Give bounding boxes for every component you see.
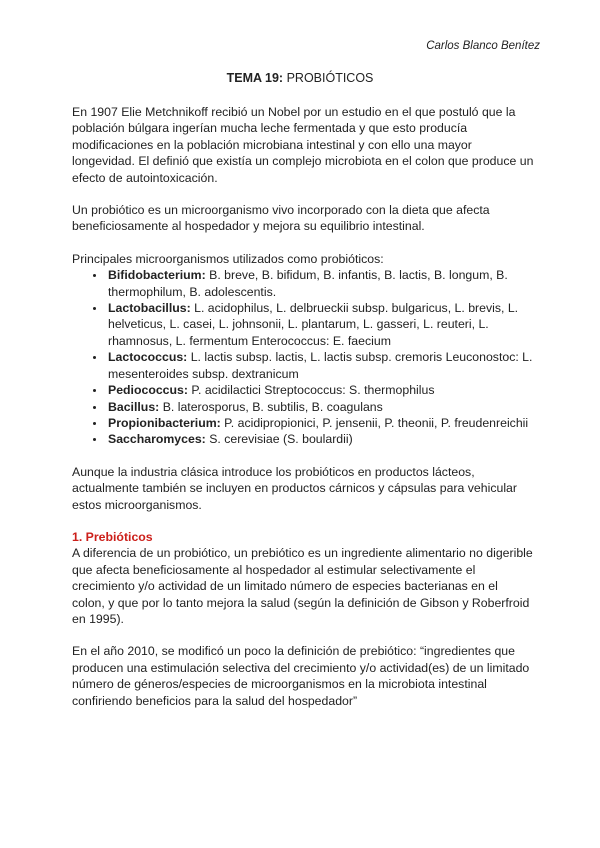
organism-name: Bifidobacterium:	[108, 268, 206, 283]
industry-paragraph: Aunque la industria clásica introduce los probióticos en productos lácteos, actualmente también se incluyen en productos cárnicos y cápsulas para vehicular estos microorganismos.	[72, 464, 517, 512]
list-item	[106, 349, 534, 382]
section-heading: 1. Prebióticos	[72, 529, 153, 544]
list-item	[106, 300, 534, 349]
author-name: Carlos Blanco Benítez	[426, 40, 540, 52]
list-item	[106, 415, 534, 431]
title-text: PROBIÓTICOS	[286, 71, 374, 85]
organism-species: P. acidipropionici, P. jensenii, P. theonii, P. freudenreichii	[224, 415, 529, 430]
intro-paragraph: En 1907 Elie Metchnikoff recibió un Nobel por un estudio en el que postuló que la población búlgara ingerían mucha leche fermentada y que esto producía modificaciones en la población microbiana intestinal y con ello una mayor longevidad. El definió que existía un complejo microbiota en el colon que produce un efecto de autointoxicación.	[72, 105, 534, 185]
organism-species: B. laterosporus, B. subtilis, B. coagulans	[162, 399, 383, 414]
organism-name: Propionibacterium:	[108, 415, 221, 430]
page-title	[0, 70, 600, 86]
organism-list	[72, 267, 534, 447]
list-item	[106, 431, 534, 447]
organism-species: P. acidilactici Streptococcus: S. thermophilus	[191, 383, 435, 398]
definition-paragraph: Un probiótico es un microorganismo vivo incorporado con la dieta que afecta beneficiosamente al hospedador y mejora su equilibrio intestinal.	[72, 203, 490, 234]
organism-name: Lactobacillus:	[108, 301, 191, 316]
prebiotic-definition-paragraph: A diferencia de un probiótico, un prebiótico es un ingrediente alimentario no digerible que afecta beneficiosamente al hospedador al estimular selectivamente el crecimiento y/o actividad de un limitado número de especies bacterianas en el colon, y que por lo tanto mejora la salud (según la definición de Gibson y Roberfroid en 1995).	[72, 546, 533, 626]
organism-name: Bacillus:	[108, 399, 160, 414]
list-item	[106, 399, 534, 415]
organism-species: L. acidophilus, L. delbrueckii subsp. bulgaricus, L. brevis, L. helveticus, L. casei, L. johnsonii, L. plantarum, L. gasseri, L. reuteri, L. rhamnosus, L. fermentum Enterococcus: E. faecium	[108, 301, 519, 348]
list-intro-paragraph: Principales microorganismos utilizados como probióticos:	[72, 251, 384, 266]
list-item	[106, 382, 534, 398]
organism-species: L. lactis subsp. lactis, L. lactis subsp. cremoris Leuconostoc: L. mesenteroides subsp. dextranicum	[108, 350, 533, 381]
organism-name: Saccharomyces:	[108, 432, 206, 447]
list-item	[106, 267, 534, 300]
organism-species: B. breve, B. bifidum, B. infantis, B. lactis, B. longum, B. thermophilum, B. adolescentis.	[108, 268, 508, 299]
organism-name: Pediococcus:	[108, 383, 188, 398]
organism-name: Lactococcus:	[108, 350, 188, 365]
prebiotic-2010-paragraph: En el año 2010, se modificó un poco la definición de prebiótico: “ingredientes que producen una estimulación selectiva del crecimiento y/o actividad(es) de un limitado número de géneros/especies de microorganismos en la microbiota intestinal confiriendo beneficios para la salud del hospedador”	[72, 644, 530, 708]
document-body	[72, 104, 534, 709]
title-prefix: TEMA 19:	[226, 71, 284, 85]
organism-species: S. cerevisiae (S. boulardii)	[209, 432, 353, 447]
